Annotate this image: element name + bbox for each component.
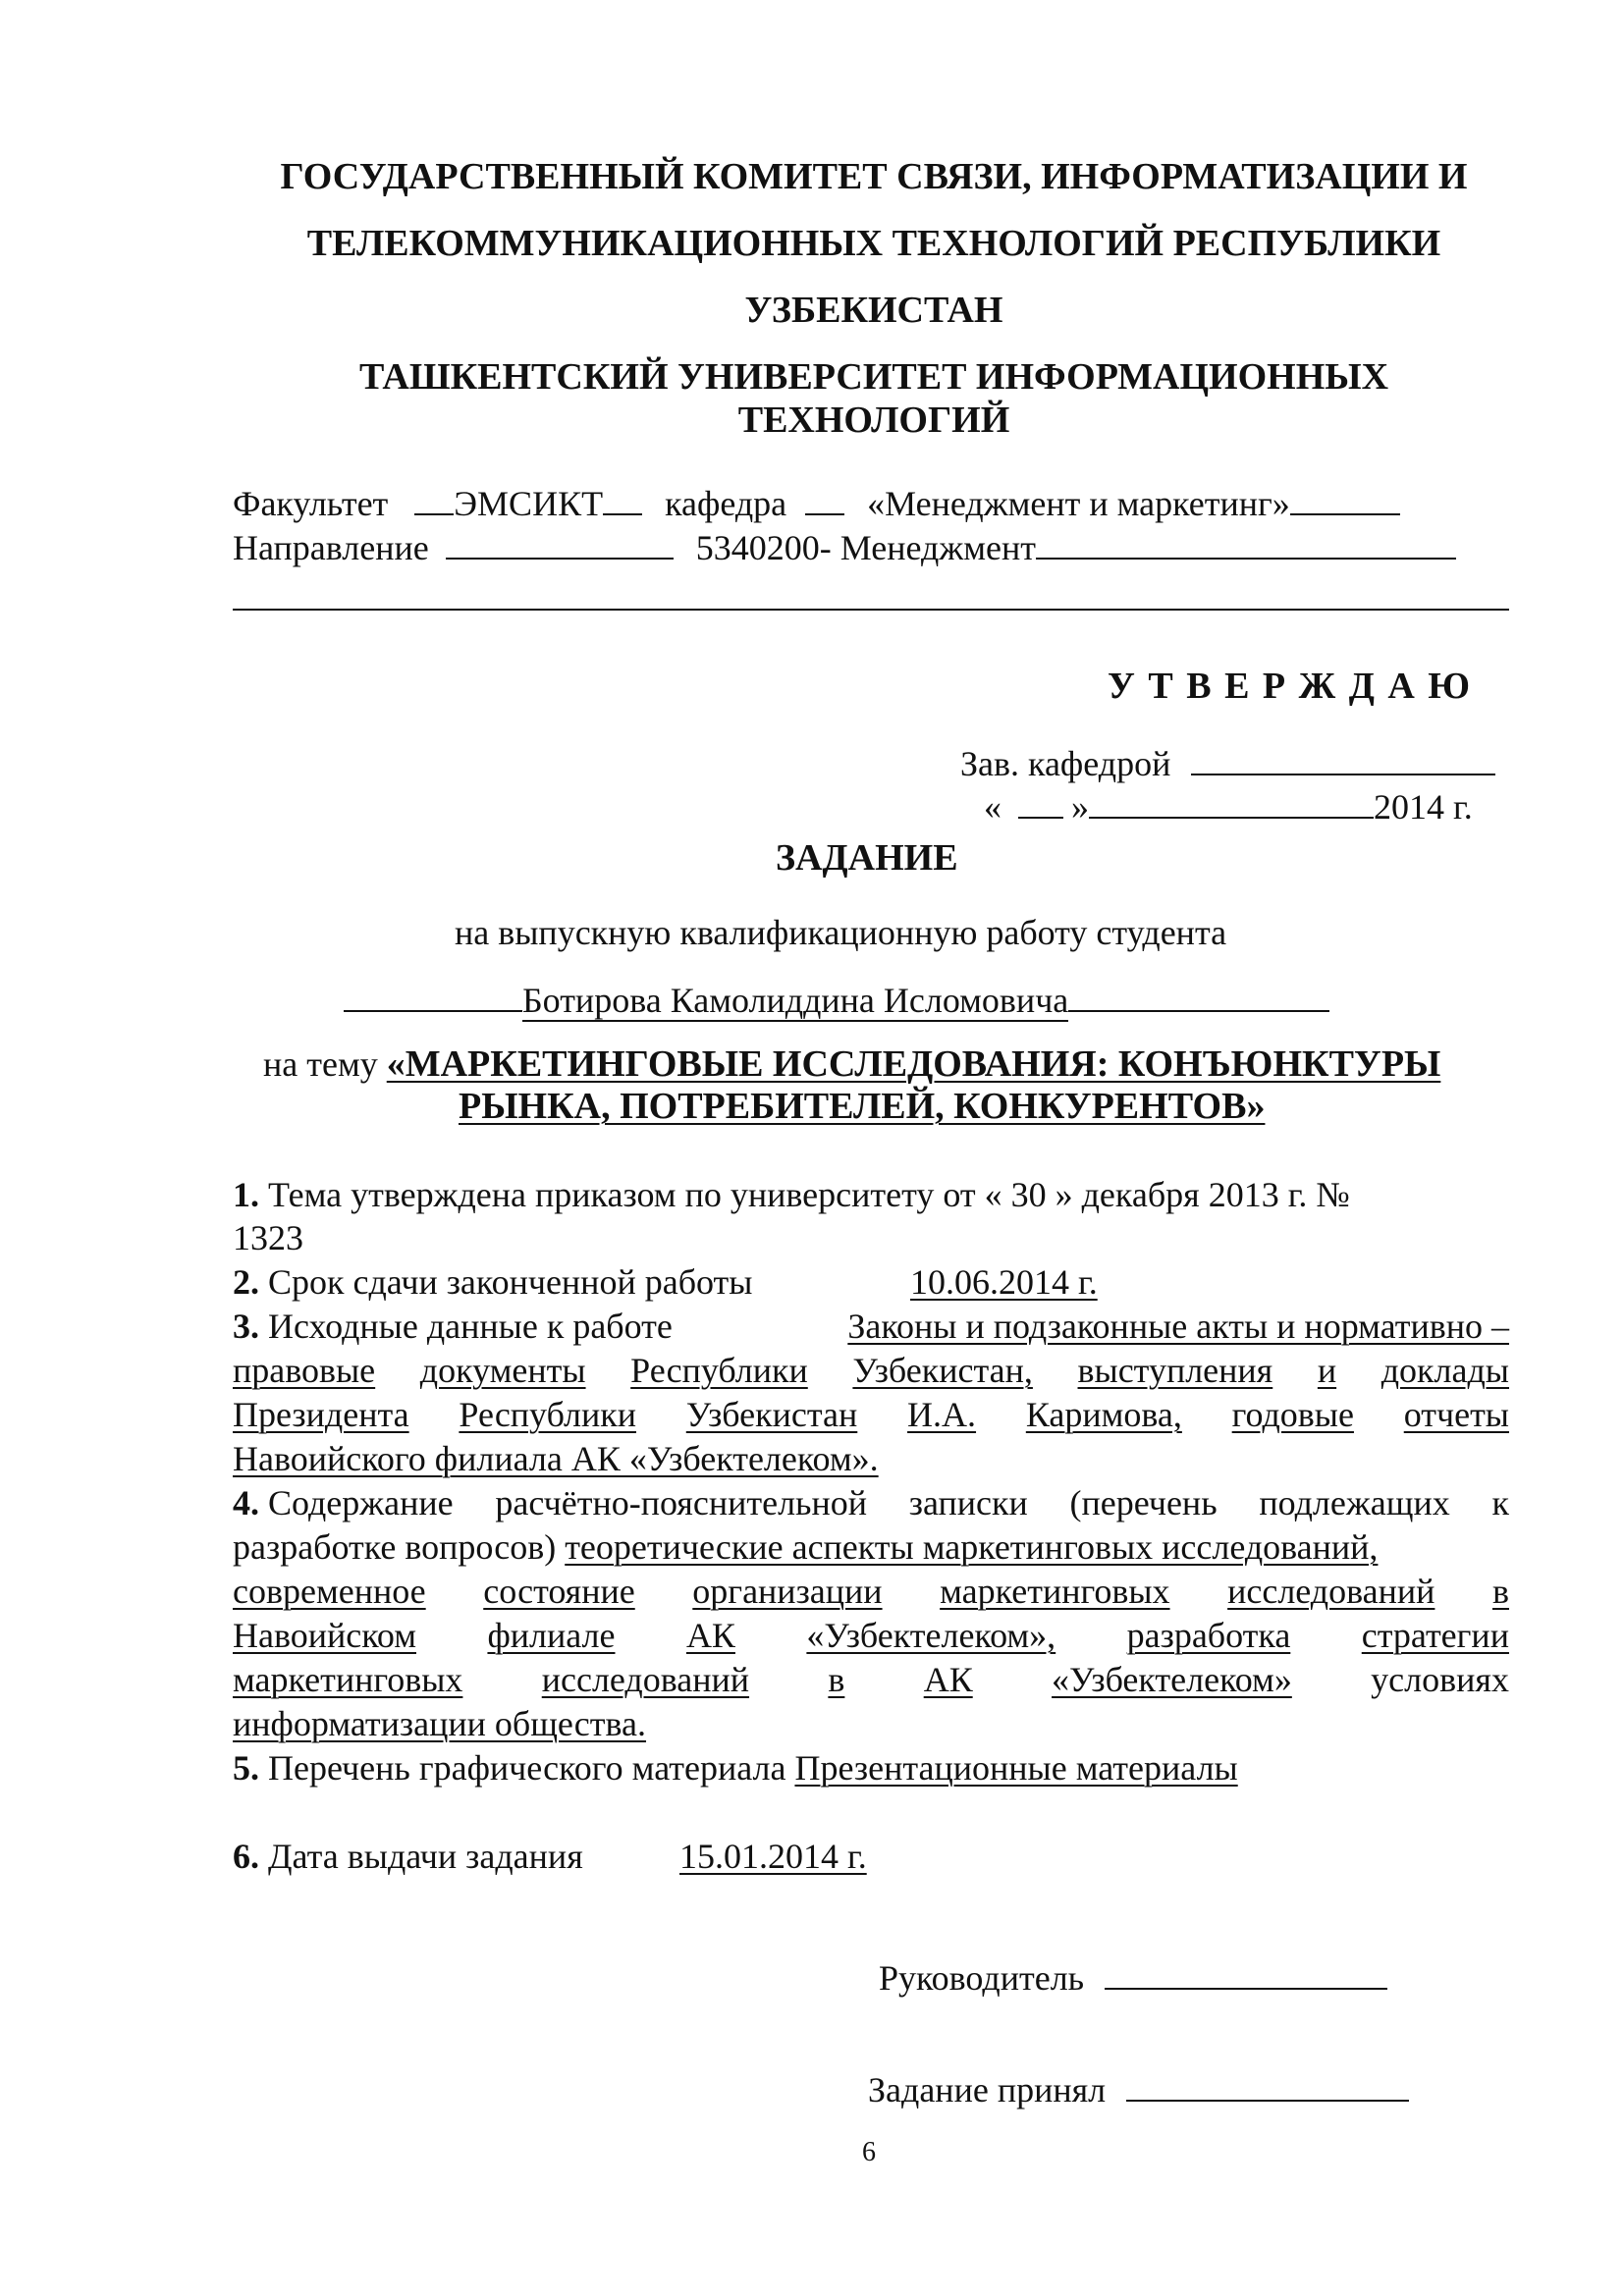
word: Президента [233, 1395, 409, 1434]
committee-line-3: УЗБЕКИСТАН [744, 290, 1003, 331]
item-5-value: Презентационные материалы [794, 1748, 1238, 1788]
university-line-2: ТЕХНОЛОГИЙ [737, 400, 1010, 441]
item-3-value-line-1: Законы и подзаконные акты и нормативно – [847, 1307, 1509, 1346]
approval-year: 2014 г. [1374, 787, 1473, 827]
item-6-text: Дата выдачи задания [268, 1837, 583, 1876]
item-1-text: Тема утверждена приказом по университету от « 30 » декабря 2013 г. № [268, 1175, 1350, 1214]
signature-blank [1105, 1988, 1387, 1990]
word: разработка [1126, 1616, 1291, 1655]
item-4-lead: разработке вопросов) [233, 1527, 557, 1567]
item-5-text: Перечень графического материала [268, 1748, 786, 1788]
blank-line [603, 513, 642, 515]
word: исследований [541, 1660, 750, 1699]
word: документы [419, 1351, 586, 1390]
item-2-text: Срок сдачи законченной работы [268, 1262, 753, 1302]
student-line [344, 980, 1329, 1021]
item-4-line-1 [233, 1482, 1509, 1523]
item-3-value-line-3 [233, 1394, 1509, 1435]
accepted-label: Задание принял [868, 2070, 1107, 2109]
word: Содержание [268, 1483, 454, 1522]
word: маркетинговых [940, 1572, 1170, 1611]
blank-line [1290, 513, 1400, 515]
item-number: 3. [233, 1307, 259, 1346]
student-name: Ботирова Камолиддина Исломовича [522, 981, 1069, 1020]
date-close-quote: » [1071, 787, 1089, 827]
item-4-line-4 [233, 1615, 1509, 1656]
word: годовые [1231, 1395, 1354, 1434]
blank-line [1036, 558, 1456, 560]
faculty-label: Факультет [233, 484, 389, 523]
item-1 [233, 1174, 1350, 1215]
direction-value: 5340200- Менеджмент [695, 528, 1036, 567]
word: правовые [233, 1351, 376, 1390]
head-label: Зав. кафедрой [960, 744, 1171, 783]
word: Узбекистан, [852, 1351, 1033, 1390]
word: АК [923, 1660, 973, 1699]
item-4-line-6: информатизации общества. [233, 1704, 647, 1743]
word: филиале [487, 1616, 616, 1655]
word: доклады [1380, 1351, 1509, 1390]
date-open-quote: « [984, 787, 1001, 827]
accepted-line [868, 2069, 1409, 2110]
word: и [1317, 1351, 1337, 1390]
faculty-value: ЭМСИКТ [454, 484, 604, 523]
item-2 [233, 1261, 752, 1303]
task-subtitle: на выпускную квалификационную работу студента [455, 913, 1227, 952]
item-3-text: Исходные данные к работе [268, 1307, 673, 1346]
page-number: 6 [862, 2137, 876, 2167]
approval-date-line [984, 786, 1473, 828]
blank-line [414, 513, 454, 515]
word: в [1491, 1572, 1509, 1611]
university-line-1: ТАШКЕНТСКИЙ УНИВЕРСИТЕТ ИНФОРМАЦИОННЫХ [358, 356, 1389, 398]
committee-line-1: ГОСУДАРСТВЕННЫЙ КОМИТЕТ СВЯЗИ, ИНФОРМАТИЗАЦИИ И [280, 156, 1468, 197]
item-4-line-5 [233, 1659, 1509, 1700]
word: АК [685, 1616, 735, 1655]
item-number: 2. [233, 1262, 259, 1302]
blank-line [805, 513, 844, 515]
word: к [1491, 1483, 1509, 1522]
word: Узбекистан [685, 1395, 858, 1434]
word: в [828, 1660, 845, 1699]
word: «Узбектелеком», [806, 1616, 1056, 1655]
word: Республики [630, 1351, 808, 1390]
item-4-value-start: теоретические аспекты маркетинговых исследований, [565, 1527, 1379, 1567]
committee-line-2: ТЕЛЕКОММУНИКАЦИОННЫХ ТЕХНОЛОГИЙ РЕСПУБЛИКИ [306, 223, 1441, 264]
word: стратегии [1361, 1616, 1509, 1655]
item-number: 6. [233, 1837, 259, 1876]
word [233, 1482, 454, 1523]
word: исследований [1227, 1572, 1435, 1611]
item-6-value: 15.01.2014 г. [679, 1837, 867, 1876]
item-2-value: 10.06.2014 г. [910, 1262, 1098, 1302]
word: расчётно-пояснительной [495, 1483, 867, 1522]
word: подлежащих [1259, 1483, 1450, 1522]
item-4-line-3 [233, 1571, 1509, 1612]
month-blank [1089, 817, 1374, 819]
word: современное [233, 1572, 426, 1611]
department-value: «Менеджмент и маркетинг» [867, 484, 1290, 523]
item-number: 1. [233, 1175, 259, 1214]
faculty-line [233, 483, 1400, 524]
signature-blank [1126, 2100, 1409, 2102]
supervisor-label: Руководитель [879, 1958, 1085, 1998]
topic-label: на тему [263, 1044, 378, 1084]
word: Каримова, [1025, 1395, 1182, 1434]
word: выступления [1077, 1351, 1273, 1390]
word: И.А. [907, 1395, 977, 1434]
item-number: 5. [233, 1748, 259, 1788]
item-6 [233, 1836, 583, 1877]
item-4-line-2 [233, 1526, 1378, 1568]
topic-line-1 [263, 1043, 1440, 1085]
word: условиях [1371, 1660, 1509, 1699]
day-blank [1018, 817, 1063, 819]
signature-blank [1191, 774, 1495, 775]
word: организации [692, 1572, 883, 1611]
blank-line [1068, 1010, 1329, 1012]
item-3-value-line-2 [233, 1350, 1509, 1391]
direction-label: Направление [233, 528, 429, 567]
word: записки [908, 1483, 1028, 1522]
item-1-continued: 1323 [233, 1218, 303, 1257]
word: отчеты [1403, 1395, 1509, 1434]
word: «Узбектелеком» [1052, 1660, 1292, 1699]
supervisor-line [879, 1957, 1387, 1999]
item-3 [233, 1306, 673, 1347]
direction-line [233, 527, 1456, 568]
blank-line [446, 558, 674, 560]
full-width-rule [233, 609, 1509, 611]
topic-title-line-1: «МАРКЕТИНГОВЫЕ ИССЛЕДОВАНИЯ: КОНЪЮНКТУРЫ [386, 1043, 1441, 1085]
approval-title: У Т В Е Р Ж Д А Ю [1108, 666, 1473, 707]
item-number: 4. [233, 1483, 259, 1522]
item-5 [233, 1747, 1238, 1789]
word: (перечень [1069, 1483, 1218, 1522]
task-title: ЗАДАНИЕ [776, 837, 958, 879]
word: Навоийском [233, 1616, 416, 1655]
department-label: кафедра [665, 484, 787, 523]
topic-title-line-2: РЫНКА, ПОТРЕБИТЕЛЕЙ, КОНКУРЕНТОВ» [459, 1086, 1266, 1127]
word: состояние [483, 1572, 635, 1611]
blank-line [344, 1010, 522, 1012]
head-of-department-line [960, 743, 1495, 784]
item-3-value-line-4: Навоийского филиала АК «Узбектелеком». [233, 1439, 879, 1478]
word: Республики [459, 1395, 636, 1434]
word: маркетинговых [233, 1660, 463, 1699]
